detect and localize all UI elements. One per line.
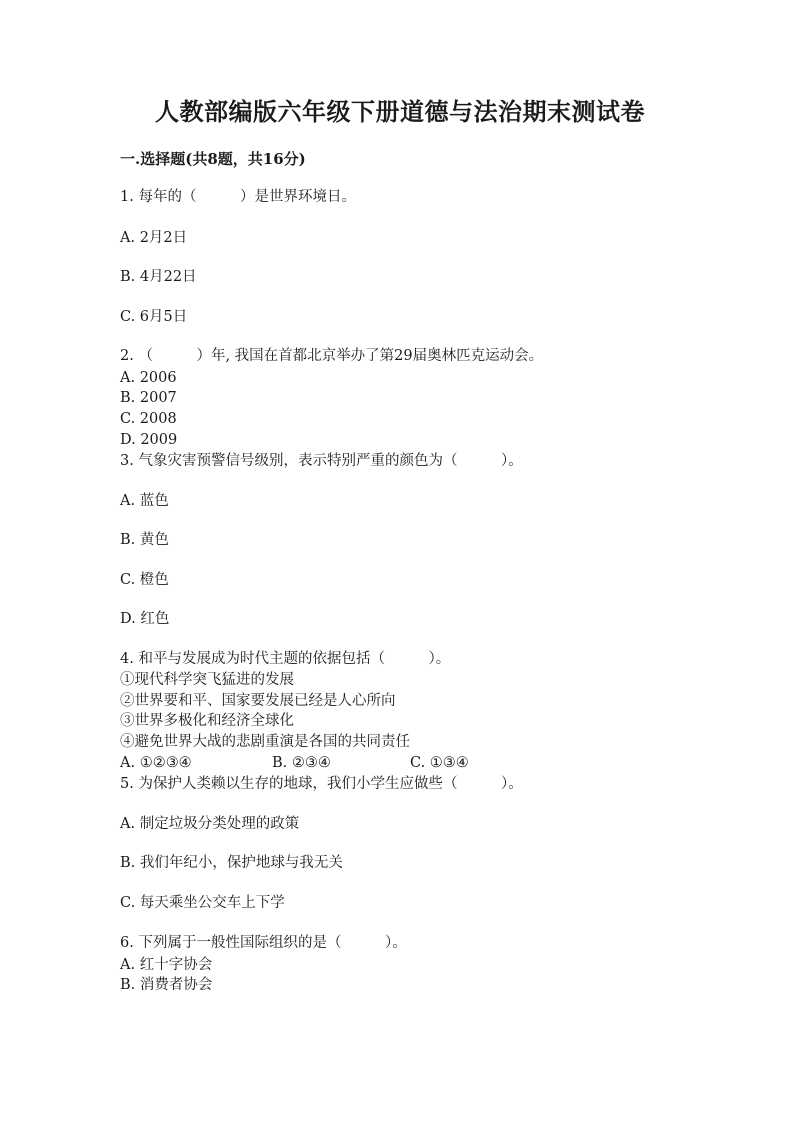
question-4-option-b: B. ②③④	[272, 755, 331, 771]
question-4-item-2: ②世界要和平、国家要发展已经是人心所向	[120, 693, 396, 709]
question-1-option-a: A. 2月2日	[120, 230, 188, 246]
question-6-option-b: B. 消费者协会	[120, 977, 213, 993]
question-5-option-c: C. 每天乘坐公交车上下学	[120, 895, 285, 911]
question-1-option-c: C. 6月5日	[120, 309, 188, 325]
question-2-option-a: A. 2006	[120, 370, 177, 386]
question-4-stem: 4. 和平与发展成为时代主题的依据包括（ ）。	[120, 651, 451, 667]
question-2-stem: 2. （ ）年, 我国在首都北京举办了第29届奥林匹克运动会。	[120, 348, 544, 364]
question-4-option-c: C. ①③④	[410, 755, 469, 771]
question-3-option-a: A. 蓝色	[120, 493, 169, 509]
question-4-item-1: ①现代科学突飞猛进的发展	[120, 672, 294, 688]
question-2-option-b: B. 2007	[120, 390, 177, 406]
question-1-option-b: B. 4月22日	[120, 269, 197, 285]
question-2-option-c: C. 2008	[120, 411, 177, 427]
page-title: 人教部编版六年级下册道德与法治期末测试卷	[155, 97, 645, 126]
section-heading: 一.选择题(共8题，共16分)	[120, 150, 306, 168]
question-6-option-a: A. 红十字协会	[120, 957, 213, 973]
question-3-option-c: C. 橙色	[120, 572, 169, 588]
question-4-option-a: A. ①②③④	[120, 755, 192, 771]
question-5-option-b: B. 我们年纪小，保护地球与我无关	[120, 855, 343, 871]
question-3-option-d: D. 红色	[120, 611, 170, 627]
question-3-stem: 3. 气象灾害预警信号级别，表示特别严重的颜色为（ ）。	[120, 453, 523, 469]
question-5-option-a: A. 制定垃圾分类处理的政策	[120, 816, 300, 832]
question-2-option-d: D. 2009	[120, 432, 178, 448]
question-3-option-b: B. 黄色	[120, 532, 169, 548]
question-4-item-3: ③世界多极化和经济全球化	[120, 713, 294, 729]
question-4-item-4: ④避免世界大战的悲剧重演是各国的共同责任	[120, 734, 410, 750]
question-1-stem: 1. 每年的（ ）是世界环境日。	[120, 189, 356, 205]
question-5-stem: 5. 为保护人类赖以生存的地球，我们小学生应做些（ ）。	[120, 776, 523, 792]
question-4-options	[120, 753, 540, 773]
question-6-stem: 6. 下列属于一般性国际组织的是（ ）。	[120, 935, 407, 951]
